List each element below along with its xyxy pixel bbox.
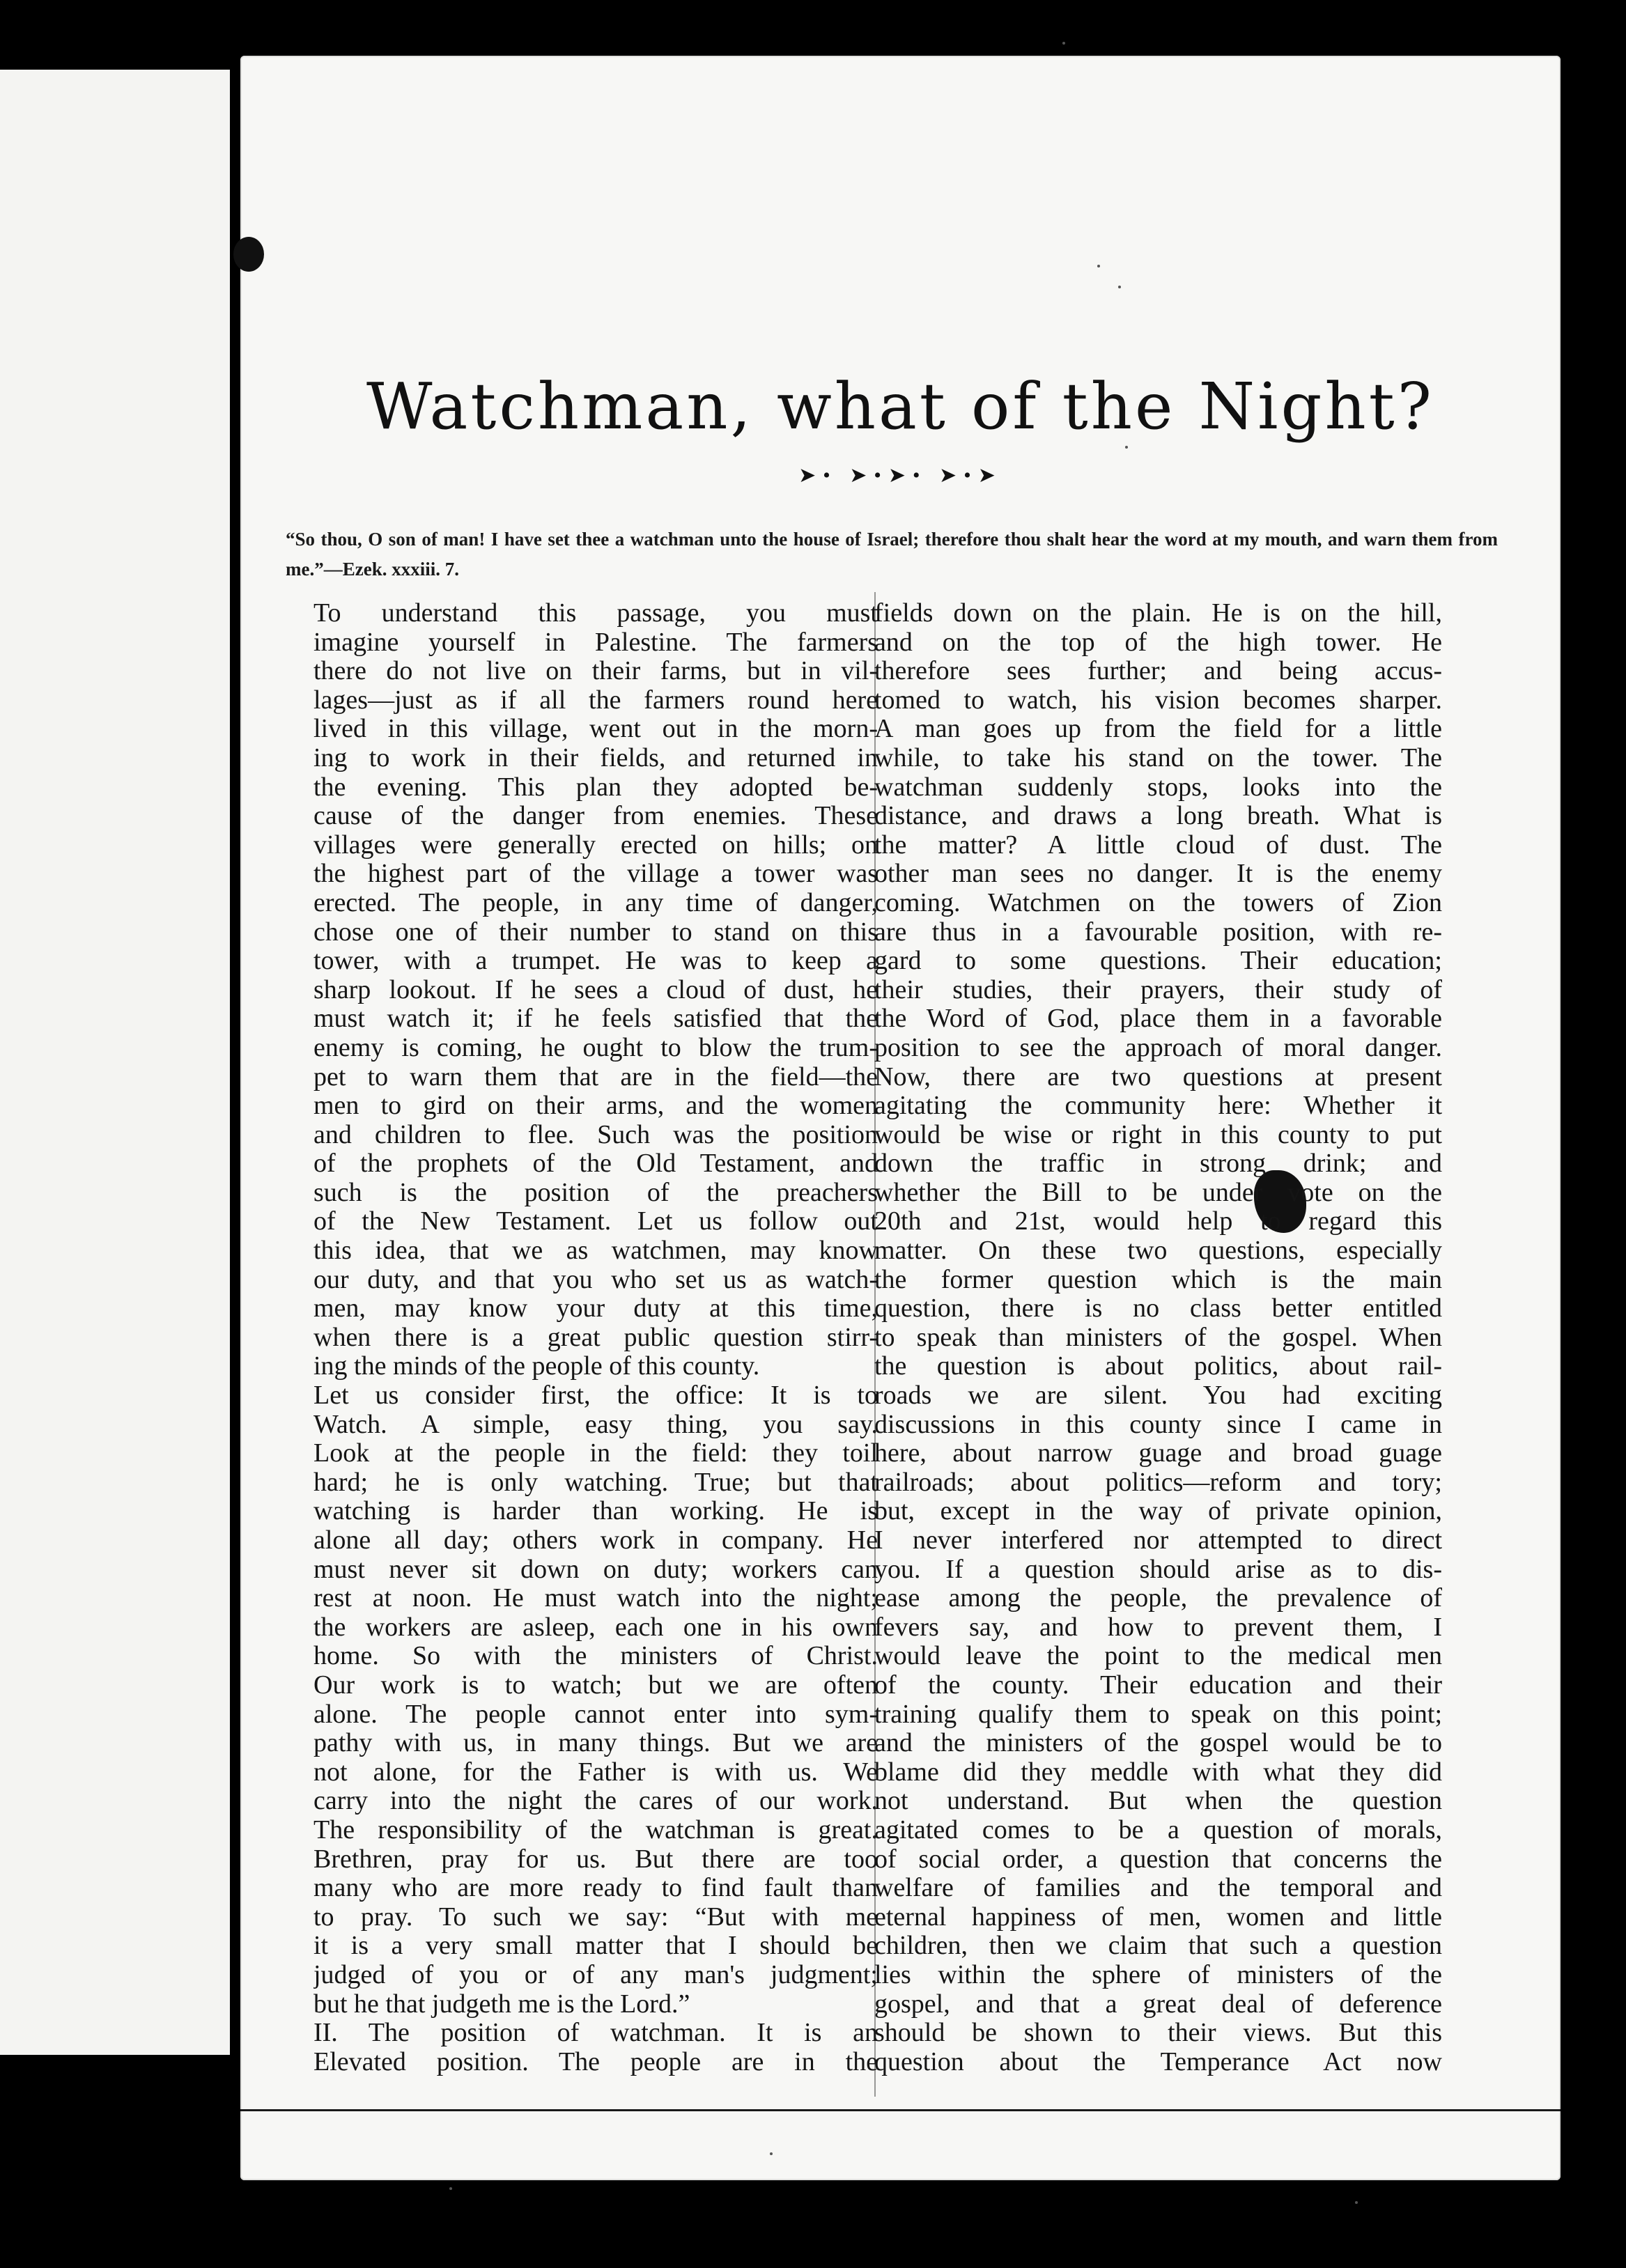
text-line: ing the minds of the people of this county. [313,1352,760,1381]
text-line: the highest part of the village a tower was [313,860,878,889]
text-line: of the prophets of the Old Testament, and [313,1149,878,1179]
text-line: but he that judgeth me is the Lord.” [313,1989,690,2019]
text-line: Look at the people in the field: they toil [313,1439,878,1468]
text-line: judged of you or of any man's judgment; [313,1960,878,1989]
text-line: of social order, a question that concerns the [874,1844,1442,1874]
text-line: The responsibility of the watchman is great. [313,1815,878,1844]
text-line: while, to take his stand on the tower. The [874,743,1442,772]
text-line: not understand. But when the question [874,1787,1442,1816]
text-line: agitating the community here: Whether it [874,1092,1442,1121]
text-line: blame did they meddle with what they did [874,1757,1442,1787]
text-line: other man sees no danger. It is the enemy [874,860,1442,889]
text-line: whether the Bill to be under vote on the [874,1178,1442,1207]
text-line: Let us consider first, the office: It is to [313,1381,878,1411]
text-line: Elevated position. The people are in the [313,2047,878,2076]
text-line: eternal happiness of men, women and little [874,1902,1442,1932]
text-line: welfare of families and the temporal and [874,1874,1442,1903]
text-line: when there is a great public question stirr- [313,1323,878,1352]
text-line: railroads; about politics—reform and tory; [874,1468,1442,1497]
right-column [874,599,1442,2076]
adjacent-page-edge [0,70,230,2055]
text-line: agitated comes to be a question of morals, [874,1815,1442,1844]
text-line: alone. The people cannot enter into sym- [313,1700,878,1729]
text-line: not alone, for the Father is with us. We [313,1757,878,1787]
text-line: here, about narrow guage and broad guage [874,1439,1442,1468]
text-line: tomed to watch, his vision becomes sharper. [874,685,1442,715]
text-line: lages—just as if all the farmers round here [313,685,878,715]
text-line: coming. Watchmen on the towers of Zion [874,888,1442,917]
text-line: Our work is to watch; but we are often [313,1670,878,1700]
text-line: should be shown to their views. But this [874,2019,1442,2048]
text-line: distance, and draws a long breath. What is [874,802,1442,831]
text-line: our duty, and that you who set us as watch- [313,1265,878,1294]
text-line: villages were generally erected on hills; on [313,830,878,860]
epigraph: “So thou, O son of man! I have set thee a watchman unto the house of Israel; therefore thou shalt hear the word at my mouth, and warn them from me.”—Ezek. xxxiii. 7. [286,529,1498,580]
text-line: question about the Temperance Act now [874,2047,1442,2076]
text-line: ing to work in their fields, and returned in [313,743,878,772]
text-line: down the traffic in strong drink; and [874,1149,1442,1179]
text-line: A man goes up from the field for a little [874,715,1442,744]
text-line: the matter? A little cloud of dust. The [874,830,1442,860]
text-line: position to see the approach of moral danger. [874,1033,1442,1062]
text-line: gard to some questions. Their education; [874,947,1442,976]
text-line: the workers are asleep, each one in his own [313,1613,878,1642]
text-line: to pray. To such we say: “But with me [313,1902,878,1932]
text-line: watchman suddenly stops, looks into the [874,772,1442,802]
text-line: roads we are silent. You had exciting [874,1381,1442,1411]
text-line: training qualify them to speak on this point; [874,1700,1442,1729]
text-line: the evening. This plan they adopted be- [313,772,878,802]
text-line: and the ministers of the gospel would be to [874,1729,1442,1758]
text-line: erected. The people, in any time of danger, [313,888,878,917]
ink-blot [233,237,264,272]
text-line: must never sit down on duty; workers can [313,1555,878,1584]
text-line: gospel, and that a great deal of deference [874,1989,1442,2019]
text-line: lived in this village, went out in the morn- [313,715,878,744]
text-line: sharp lookout. If he sees a cloud of dust, he [313,975,878,1004]
text-line: but, except in the way of private opinion, [874,1497,1442,1526]
text-line: fevers say, and how to prevent them, I [874,1613,1442,1642]
page-bottom-rule [240,2109,1561,2111]
text-line: pet to warn them that are in the field—the [313,1062,878,1092]
text-line: discussions in this county since I came in [874,1410,1442,1439]
text-line: home. So with the ministers of Christ. [313,1642,878,1671]
text-line: their studies, their prayers, their study of [874,975,1442,1004]
page-title: Watchman, what of the Night? [366,369,1434,444]
document-page [240,56,1561,2180]
left-column [313,599,878,2076]
text-line: ease among the people, the prevalence of [874,1584,1442,1613]
text-line: of the county. Their education and their [874,1670,1442,1700]
text-line: Brethren, pray for us. But there are too [313,1844,878,1874]
text-line: to speak than ministers of the gospel. When [874,1323,1442,1352]
text-line: you. If a question should arise as to dis- [874,1555,1442,1584]
text-line: are thus in a favourable position, with re- [874,917,1442,947]
text-line: matter. On these two questions, especially [874,1236,1442,1266]
text-line: rest at noon. He must watch into the night; [313,1584,878,1613]
title-ornament: ➤• ➤•➤• ➤•➤ [798,464,1002,487]
text-line: watching is harder than working. He is [313,1497,878,1526]
text-line: would leave the point to the medical men [874,1642,1442,1671]
text-line: question, there is no class better entitled [874,1294,1442,1323]
text-line: chose one of their number to stand on this [313,917,878,947]
text-line: children, then we claim that such a question [874,1932,1442,1961]
text-line: 20th and 21st, would help to regard this [874,1207,1442,1236]
text-line: it is a very small matter that I should be [313,1932,878,1961]
text-line: the former question which is the main [874,1265,1442,1294]
text-line: II. The position of watchman. It is an [313,2019,878,2048]
text-line: and children to flee. Such was the position [313,1120,878,1149]
text-line: Watch. A simple, easy thing, you say. [313,1410,878,1439]
text-line: hard; he is only watching. True; but that [313,1468,878,1497]
text-line: many who are more ready to find fault than [313,1874,878,1903]
text-line: imagine yourself in Palestine. The farmers [313,628,878,657]
text-line: such is the position of the preachers [313,1178,878,1207]
text-line: the Word of God, place them in a favorable [874,1004,1442,1034]
text-line: this idea, that we as watchmen, may know [313,1236,878,1266]
text-line: pathy with us, in many things. But we are [313,1729,878,1758]
text-line: would be wise or right in this county to put [874,1120,1442,1149]
text-line: men to gird on their arms, and the women [313,1092,878,1121]
text-line: enemy is coming, he ought to blow the trum- [313,1033,878,1062]
text-line: there do not live on their farms, but in vil- [313,657,878,686]
text-line: fields down on the plain. He is on the hill, [874,599,1442,628]
text-line: therefore sees further; and being accus- [874,657,1442,686]
text-line: alone all day; others work in company. He [313,1526,878,1555]
text-line: men, may know your duty at this time, [313,1294,878,1323]
text-line: of the New Testament. Let us follow out [313,1207,878,1236]
text-line: To understand this passage, you must [313,599,878,628]
text-line: cause of the danger from enemies. These [313,802,878,831]
text-line: carry into the night the cares of our work. [313,1787,878,1816]
text-line: must watch it; if he feels satisfied that the [313,1004,878,1034]
text-line: Now, there are two questions at present [874,1062,1442,1092]
text-line: the question is about politics, about rail- [874,1352,1442,1381]
text-line: lies within the sphere of ministers of the [874,1960,1442,1989]
text-line: and on the top of the high tower. He [874,628,1442,657]
text-line: I never interfered nor attempted to direct [874,1526,1442,1555]
text-line: tower, with a trumpet. He was to keep a [313,947,878,976]
